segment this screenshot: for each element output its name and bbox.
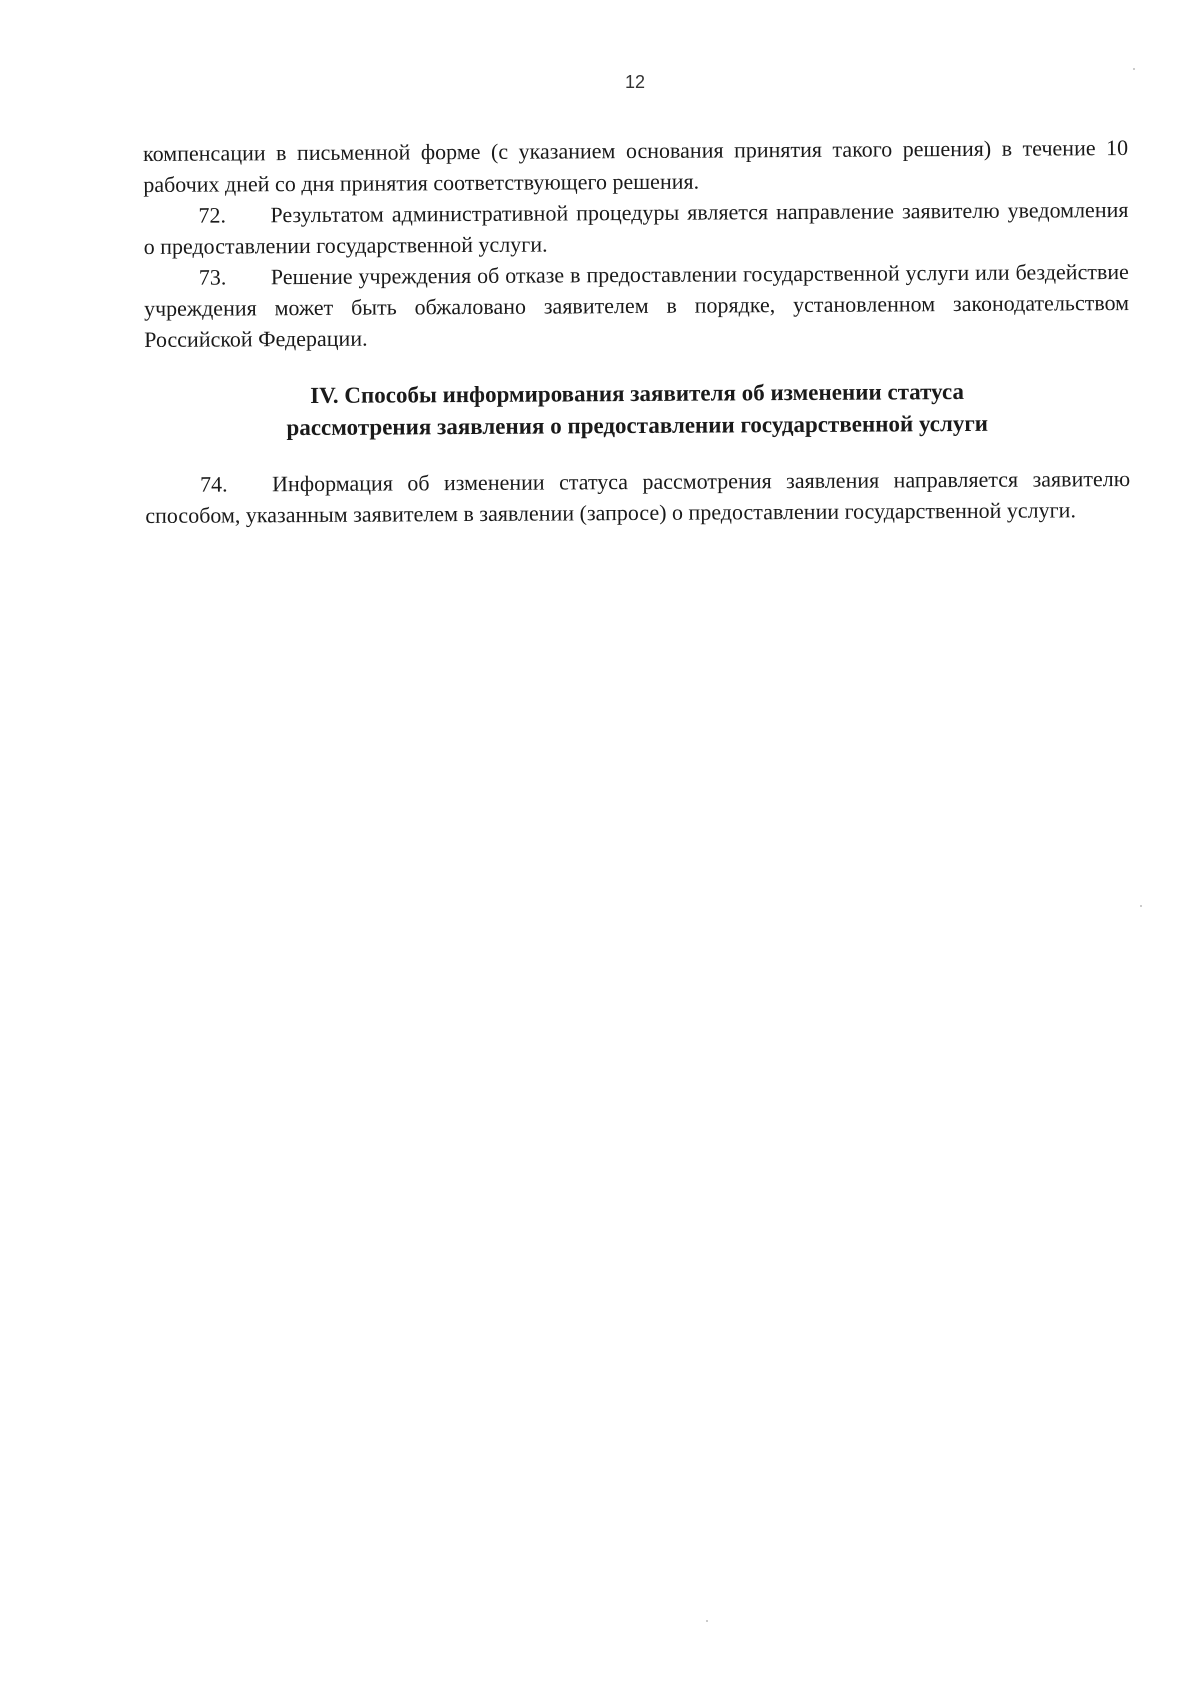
scan-speck [706, 1620, 708, 1622]
section-heading-line-2: рассмотрения заявления о предоставлении государственной услуги [286, 410, 989, 441]
paragraph-73 [144, 256, 1130, 355]
paragraph-text: Информация об изменении статуса рассмотрения заявления направляется заявителю способом, указанным заявителем в заявлении (запросе) о предоставлении государственной услуги. [145, 465, 1131, 528]
section-heading [144, 375, 1129, 445]
paragraph-number: 74. [200, 471, 228, 497]
paragraph-text: Решение учреждения об отказе в предоставлении государственной услуги или бездействие учреждения может быть обжаловано заявителем в порядке, установленном законодательством Российской Федерации. [143, 258, 1130, 352]
paragraph-74 [145, 463, 1130, 531]
scan-speck [1140, 905, 1142, 907]
page-number: 12 [624, 72, 646, 92]
paragraph-continuation [143, 132, 1128, 200]
paragraph-72 [143, 194, 1128, 262]
document-body [143, 132, 1130, 531]
paragraph-text: Результатом административной процедуры является направление заявителю уведомления о предоставлении государственной услуги. [143, 196, 1129, 259]
paragraph-text: компенсации в письменной форме (с указанием основания принятия такого решения) в течение 10 рабочих дней со дня принятия соответствующего решения. [143, 134, 1129, 197]
paragraph-number: 72. [198, 202, 227, 228]
section-heading-line-1: IV. Способы информирования заявителя об изменении статуса [310, 378, 964, 408]
scan-speck [1133, 68, 1135, 70]
paragraph-number: 73. [198, 264, 227, 290]
